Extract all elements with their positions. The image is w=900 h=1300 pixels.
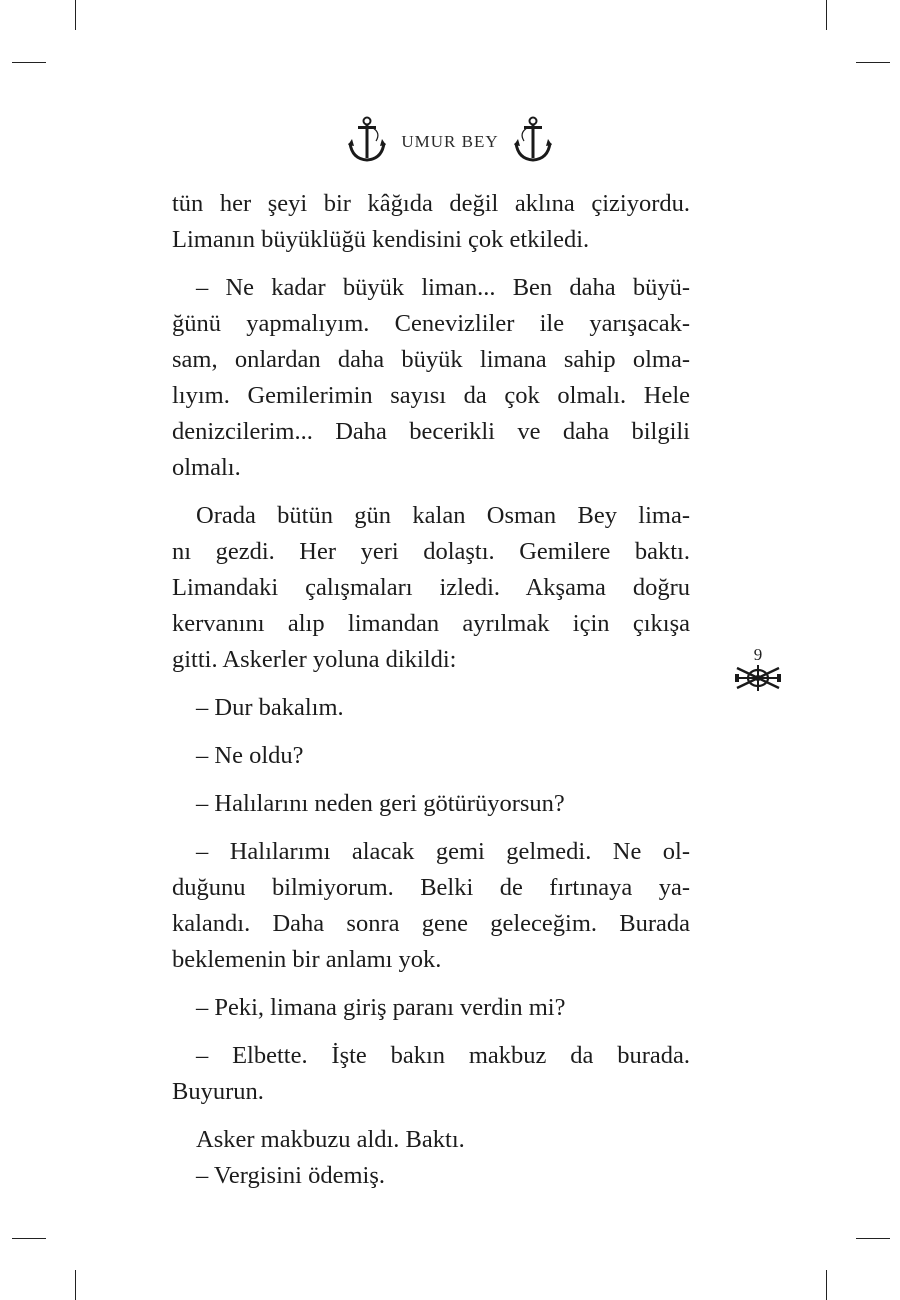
anchor-icon bbox=[347, 115, 387, 165]
text-line: – Peki, limana giriş paranı verdin mi? bbox=[196, 994, 566, 1021]
running-header bbox=[0, 112, 900, 168]
anchor-icon bbox=[513, 115, 553, 165]
text-line: – Vergisini ödemiş. bbox=[196, 1162, 385, 1189]
crop-mark bbox=[75, 1270, 76, 1300]
text-line: kalandı. Daha sonra gene geleceğim. Burada bbox=[172, 910, 690, 937]
crop-mark bbox=[856, 62, 890, 63]
text-line: denizcilerim... Daha becerikli ve daha bilgili bbox=[172, 418, 690, 445]
text-line: tün her şeyi bir kâğıda değil aklına çiziyordu. bbox=[172, 190, 690, 217]
body-text bbox=[172, 186, 690, 1194]
text-line: Limanın büyüklüğü kendisini çok etkiledi. bbox=[172, 226, 590, 253]
text-line: ğünü yapmalıyım. Cenevizliler ile yarışacak- bbox=[172, 310, 690, 337]
text-line: gitti. Askerler yoluna dikildi: bbox=[172, 646, 457, 673]
folio bbox=[733, 646, 783, 694]
crop-mark bbox=[826, 1270, 827, 1300]
crop-mark bbox=[856, 1238, 890, 1239]
text-line: – Halılarını neden geri götürüyorsun? bbox=[196, 790, 565, 817]
text-line: Limandaki çalışmaları izledi. Akşama doğru bbox=[172, 574, 690, 601]
text-line: – Ne kadar büyük liman... Ben daha büyü- bbox=[196, 274, 690, 301]
ship-wheel-icon bbox=[735, 662, 781, 692]
crop-mark bbox=[12, 62, 46, 63]
text-line: kervanını alıp limandan ayrılmak için çıkışa bbox=[172, 610, 690, 637]
text-line: – Dur bakalım. bbox=[196, 694, 344, 721]
text-line: beklemenin bir anlamı yok. bbox=[172, 946, 442, 973]
page-number: 9 bbox=[753, 645, 763, 664]
text-line: nı gezdi. Her yeri dolaştı. Gemilere baktı. bbox=[172, 538, 690, 565]
text-line: lıyım. Gemilerimin sayısı da çok olmalı. Hele bbox=[172, 382, 690, 409]
text-line: duğunu bilmiyorum. Belki de fırtınaya ya- bbox=[172, 874, 690, 901]
text-line: – Halılarımı alacak gemi gelmedi. Ne ol- bbox=[196, 838, 690, 865]
text-line: sam, onlardan daha büyük limana sahip olma- bbox=[172, 346, 690, 373]
running-head-title: UMUR BEY bbox=[401, 132, 499, 151]
crop-mark bbox=[75, 0, 76, 30]
crop-mark bbox=[826, 0, 827, 30]
text-line: Orada bütün gün kalan Osman Bey lima- bbox=[196, 502, 690, 529]
text-line: Buyurun. bbox=[172, 1078, 264, 1105]
text-line: olmalı. bbox=[172, 454, 241, 481]
text-line: – Ne oldu? bbox=[196, 742, 304, 769]
crop-mark bbox=[12, 1238, 46, 1239]
text-line: – Elbette. İşte bakın makbuz da burada. bbox=[196, 1042, 690, 1069]
text-line: Asker makbuzu aldı. Baktı. bbox=[196, 1126, 465, 1153]
